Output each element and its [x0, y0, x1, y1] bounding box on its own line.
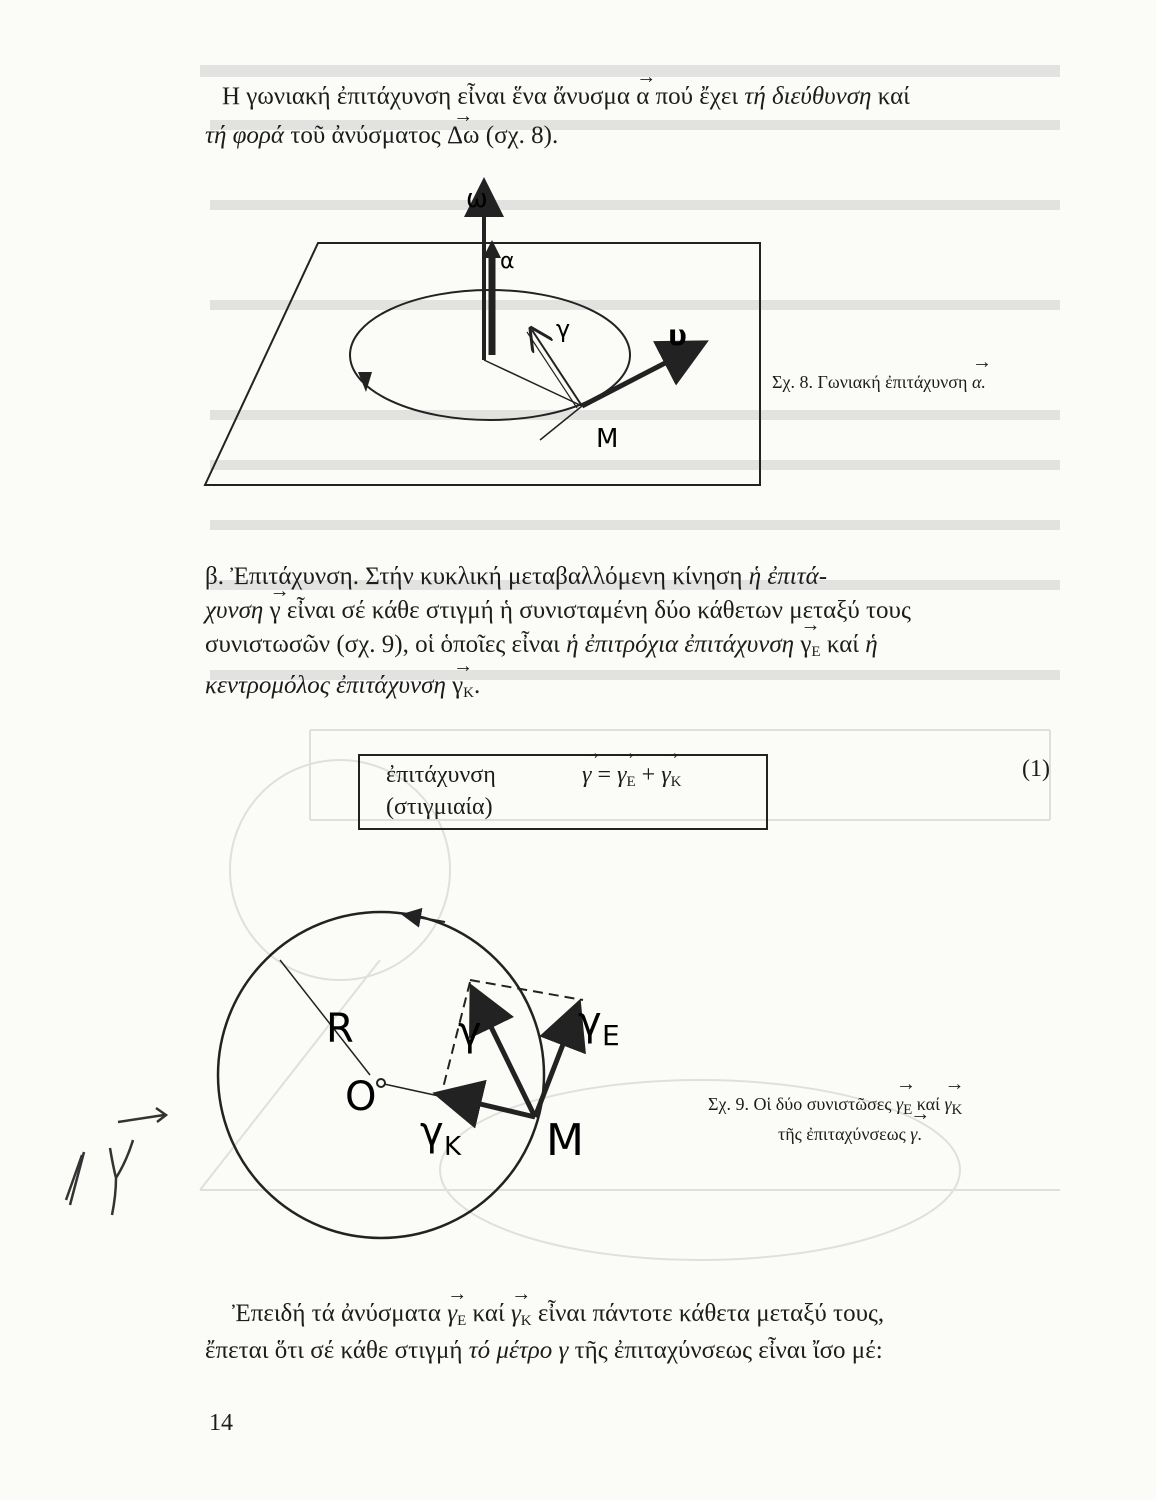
fig9-circle [218, 912, 544, 1238]
p3-text-b: καί [472, 1300, 505, 1327]
p1-text-fig-ref: (σχ. 8). [485, 122, 559, 149]
p2-text-c: χυνση [205, 597, 264, 624]
fig9-center [377, 1079, 385, 1087]
fig8-u-label: υ [668, 319, 687, 352]
p2-text-d: εἶναι σέ κάθε στιγμή ἡ συνισταμένη δύο κάθετων μεταξύ τους [286, 597, 911, 624]
eq-word-acceleration: ἐπιτάχυνση [386, 762, 496, 788]
p2-text-h: ἡ [865, 631, 878, 658]
fig8-caption-text: Σχ. 8. Γωνιακή ἐπιτάχυνση [772, 372, 968, 392]
p2-text-f: ἡ ἐπιτρόχια ἐπιτάχυνση [566, 631, 795, 658]
p3-text-e: τό μέτρο γ [468, 1337, 569, 1364]
fig9-dash-1 [470, 980, 583, 1000]
p1-text-of-vector: τοῦ ἀνύσματος [290, 122, 441, 149]
fig9-gamma-e-sub: Ε [602, 1019, 620, 1052]
margin-handwriting [66, 1108, 166, 1215]
p1-text-b: πού ἔχει [655, 83, 739, 110]
fig9-radius-r [280, 960, 370, 1075]
p2-vector-gamma-k: → $\gamma_K$ [452, 669, 474, 710]
fig9-gamma-k-vector [442, 1095, 535, 1117]
fig8-alpha-label: α [500, 249, 515, 274]
eq-formula: → γ = → $\gamma_E$ + → $\gamma_K$ [582, 762, 682, 791]
paragraph-perpendicular-line2 [205, 1334, 1085, 1368]
paragraph-perpendicular: Ἐπειδή τά ἀνύσματα → $\gamma_E$ $\kappa\alpha ί \to \gamma_K$ εἶναι πάντοτε κάθετα μεταξύ τους, [232, 1297, 1092, 1338]
p3-text-d: ἔπεται ὅτι σέ κάθε στιγμή [205, 1337, 463, 1364]
fig9-tangent-arrow [405, 915, 445, 922]
p1-vector-delta-omega: → Δω [447, 119, 480, 153]
p1-text-direction: τή διεύθυνση [744, 83, 872, 110]
eq-word-instant: (στιγμιαία) [386, 794, 493, 820]
p2-text-i: κεντρομόλος ἐπιτάχυνση [205, 672, 446, 699]
fig8-caption-vector: → α. [972, 370, 986, 394]
fig9-m-label: M [546, 1115, 584, 1166]
fig9-gamma-e-label: γ [578, 999, 602, 1045]
p2-text-g: καί [826, 631, 860, 658]
page-number: 14 [209, 1410, 233, 1436]
fig9-gamma-label: γ [458, 1009, 482, 1055]
fig9-caption-gamma: → γ [910, 1122, 917, 1146]
p2-period: . [474, 672, 481, 699]
fig9-o-label: O [345, 1074, 377, 1120]
p2-text-a: Στήν κυκλική μεταβαλλόμενη κίνηση [365, 563, 743, 590]
p3-text-c: εἶναι πάντοτε κάθετα μεταξύ τους, [537, 1300, 885, 1327]
fig9-caption-line2: τῆς ἐπιταχύνσεως [778, 1124, 906, 1144]
p1-vector-alpha: → α [636, 80, 649, 114]
p2-text-e: συνιστωσῶν (σχ. 9), οἱ ὁποῖες εἶναι [205, 631, 560, 658]
fig8-m-label: M [596, 424, 619, 454]
p2-vector-gamma: → γ [270, 594, 281, 628]
p1-text-and: καί [877, 83, 910, 110]
fig9-gamma-k-sub: Κ [444, 1132, 462, 1162]
fig9-gamma-vector [474, 992, 535, 1117]
p1-text-a: Η γωνιακή ἐπιτάχυνση εἶναι ἕνα ἄνυσμα [222, 83, 630, 110]
p2-vector-gamma-e: → $\gamma_E$ [800, 628, 820, 669]
equation-number: (1) [1022, 756, 1050, 782]
fig9-gamma-e-vector [535, 1008, 577, 1117]
p1-text-sense: τή φορά [205, 122, 285, 149]
figure-9-caption: Σχ. 9. Οἱ δύο συνιστῶσες → $\gamma_E$ $\kappa\alpha ί \to \gamma_K$ τῆς ἐπιταχύνσεως → γ. [708, 1092, 1088, 1146]
fig8-omega-label: ω [466, 184, 488, 214]
fig8-gamma-label: γ [556, 315, 571, 343]
p2-heading: β. Ἐπιτάχυνση. [205, 563, 359, 590]
fig9-caption-and: καί [916, 1094, 940, 1114]
p2-text-b: ἡ ἐπιτά- [748, 563, 828, 590]
fig9-gamma-k-label: γ [420, 1109, 444, 1155]
p3-text-f: τῆς ἐπιταχύνσεως εἶναι ἴσο μέ: [574, 1337, 883, 1364]
fig9-r-label: R [326, 1006, 354, 1052]
fig9-caption-a: Σχ. 9. Οἱ δύο συνιστῶσες [708, 1094, 892, 1114]
p3-text-a: Ἐπειδή τά ἀνύσματα [232, 1300, 441, 1327]
